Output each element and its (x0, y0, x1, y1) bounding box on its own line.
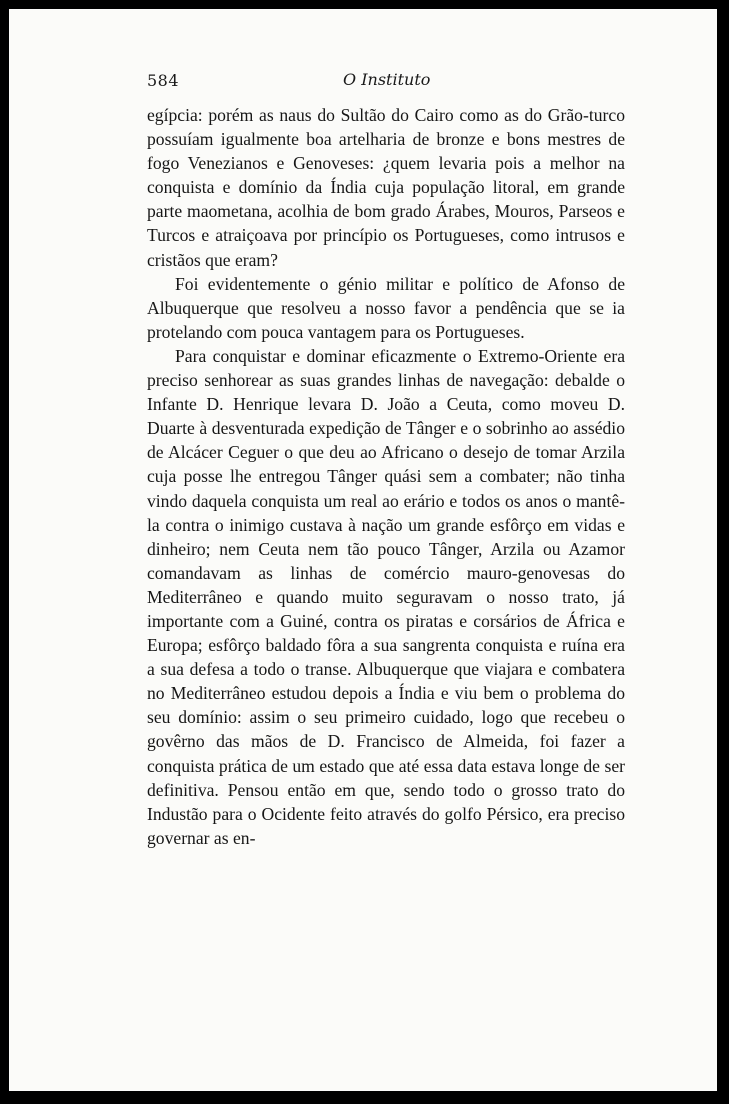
running-title: O Instituto (343, 70, 431, 89)
body-text (147, 103, 625, 850)
page-number: 584 (147, 71, 180, 90)
paragraph-1: egípcia: porém as naus do Sultão do Cairo como as do Grão-turco possuíam igualmente boa artelharia de bronze e bons mestres de fogo Venezianos e Genoveses: ¿quem levaria pois a melhor na conquista e domínio da Índia cuja população litoral, em grande parte maometana, acolhia de bom grado Árabes, Mouros, Parseos e Turcos e atraiçoava por princípio os Portugueses, como intrusos e cristãos que eram? (147, 105, 625, 270)
paragraph-2: Foi evidentemente o génio militar e político de Afonso de Albuquerque que resolveu a nosso favor a pendência que se ia protelando com pouca vantagem para os Portugueses. (147, 273, 625, 342)
book-page (9, 9, 717, 1091)
page-header (147, 67, 627, 93)
paragraph-3: Para conquistar e dominar eficazmente o Extremo-Oriente era preciso senhorear as suas grandes linhas de navegação: debalde o Infante D. Henrique levara D. João a Ceuta, como moveu D. Duarte à desventurada expedição de Tânger e o sobrinho ao assédio de Alcácer Ceguer o que deu ao Africano o desejo de tomar Arzila cuja posse lhe entregou Tânger quási sem a combater; não tinha vindo daquela conquista um real ao erário e todos os anos o mantê-la contra o inimigo custava à nação um grande esfôrço em vidas e dinheiro; nem Ceuta nem tão pouco Tânger, Arzila ou Azamor comandavam as linhas de comércio mauro-genovesas do Mediterrâneo e quando muito seguravam o nosso trato, já importante com a Guiné, contra os piratas e corsários de África e Europa; esfôrço baldado fôra a sua sangrenta conquista e ruína era a sua defesa a todo o transe. Albuquerque que viajara e combatera no Mediterrâneo estudou depois a Índia e viu bem o problema do seu domínio: assim o seu primeiro cuidado, logo que recebeu o govêrno das mãos de D. Francisco de Almeida, foi fazer a conquista prática de um estado que até essa data estava longe de ser definitiva. Pensou então em que, sendo todo o grosso trato do Industão para o Ocidente feito através do golfo Pérsico, era preciso governar as en- (147, 345, 625, 848)
